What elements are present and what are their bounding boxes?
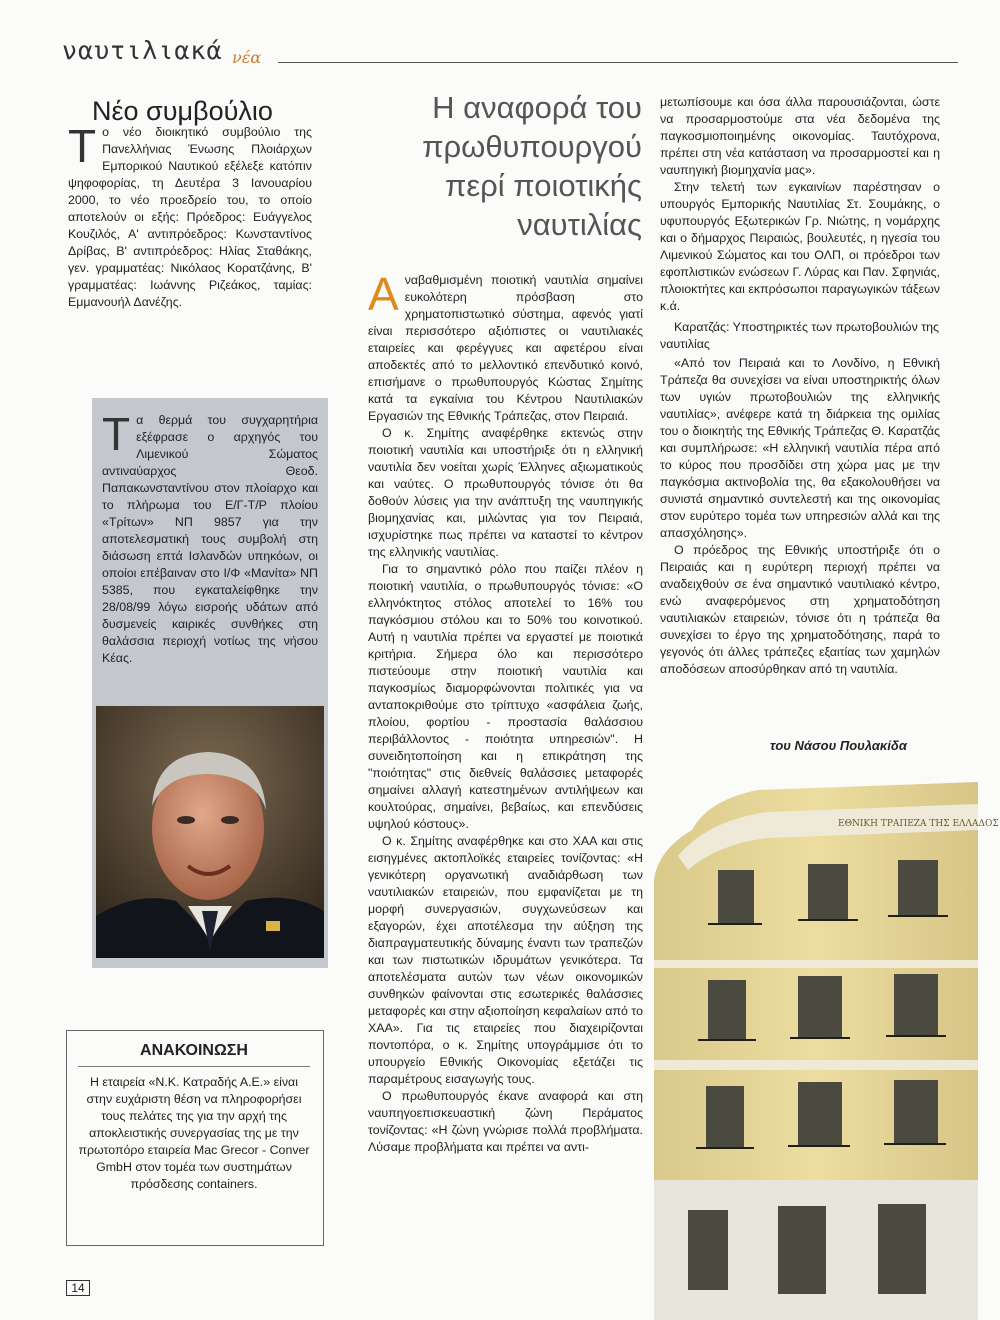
main-paragraph: μετωπίσουμε και όσα άλλα παρουσιάζονται, ώστε να προσαρμοστούμε στα νέα δεδομένα της παγκοσμιοποιημένης οικονομίας. Ταυτόχρονα, πρέπει στη νέα κατάσταση να προσαρμοστεί και η ναυπηγική βιομηχανία μας». [660, 95, 940, 177]
sidebar-article-body: α θερμά του συγχαρητήρια εξέφρασε ο αρχηγός του Λιμενικού Σώματος αντιναύαρχος Θεοδ. Παπακωνσταντίνου στον πλοίαρχο και το πλήρωμα του Ε/Γ-Τ/Ρ πλοίου «Τρίτων» ΝΠ 9857 για την αποτελεσματική τους συμβολή στη διάσωση επτά Ισλανδών υπηκόων, οι οποίοι επέβαιναν στο Ι/Φ «Μανίτα» ΝΠ 5385, που εγκαταλείφθηκε την 28/08/99 λόγω εισροής υδάτων από δυσμενείς καιρικές συνθήκες στη θαλάσσια περιοχή νοτίως της νήσου Κέας. [102, 413, 318, 665]
main-paragraph: Ο κ. Σημίτης αναφέρθηκε και στο ΧΑΑ και στις εισηγμένες ακτοπλοϊκές εταιρείες τονίζοντας: «Η γενικότερη οργανωτική αναδιάρθωση των ναυτιλιακών εταιρειών, που εμφανίζεται με τη μορφή συνεργασιών, συγχωνεύσεων και εξαγορών, έχει αποτέλεσμα την αύξηση της διαπραγματευτικής δύναμης έναντι των τραπεζών και των πιστωτικών ιδρυμάτων γενικότερα. Τα αποτελέσματα αυτών των νέων οικονομικών συνθηκών φαίνονται στις εσωτερικές θαλάσσιες μεταφορές και στην αξιοποίηση κεφαλαίων από το ΧΑΑ». Για τις εταιρείες που διαχειρίζονται ποντοπόρα, ο κ. Σημίτης υπογράμμισε ότι το υπουργείο Εθνικής Οικονομίας εξετάζει τις παραμέτρους εισαγωγής τους. [368, 834, 643, 1086]
main-paragraph: Στην τελετή των εγκαινίων παρέστησαν ο υπουργός Εμπορικής Ναυτιλίας Στ. Σουμάκης, ο υφυπουργός Εξωτερικών Γρ. Νιώτης, η νομάρχης και ο δήμαρχος Πειραιώς, βουλευτές, η ηγεσία του Λιμενικού Σώματος και του ΟΛΠ, οι πρόεδροι των εφοπλιστικών ενώσεων Γ. Λύρας και Παν. Σφηνιάς, πλοιοκτήτες και εκπρόσωποι παραγωγικών τάξεων κ.ά. [660, 180, 940, 313]
main-paragraph: Ο κ. Σημίτης αναφέρθηκε εκτενώς στην ποιοτική ναυτιλία και υποστήριξε ότι η ελληνική ναυτιλία δεν νοείται χωρίς Έλληνες αξιωματικούς και ναύτες. Ο πρωθυπουργός τόνισε ότι θα δοθούν λύσεις για την ανάπτυξη της ναυπηγικής βιομηχανίας και, μιλώντας για τον Πειραιά, ισχυρίστηκε πως πρέπει να καταστεί το κέντρον της ελληνικής ναυτιλίας. [368, 426, 643, 559]
left-article-title: Νέο συμβούλιο [92, 96, 273, 126]
magazine-brand: ναυτιλιακά [62, 36, 223, 65]
page-number: 14 [66, 1280, 90, 1296]
article-byline: του Νάσου Πουλακίδα [770, 738, 907, 753]
announcement-text [78, 1074, 310, 1193]
main-dropcap: Α [368, 268, 399, 320]
main-title-line: περί ποιοτικής [444, 168, 642, 203]
main-title-line: πρωθυπουργού [422, 129, 642, 164]
main-article-title [380, 88, 642, 244]
main-paragraph: Ο πρόεδρος της Εθνικής υποστήριξε ότι ο Πειραιάς και η ευρύτερη περιοχή πρέπει να αναδειχθούν σε ένα σημαντικό ναυτιλιακό κέντρο, ενώ αναφερόμενος στη χρηματοδότηση ναυτιλιακών εταιρειών, τόνισε ότι η τράπεζα θα συνεχίσει το έργο της χρηματοδότησης, παρά το γεγονός ότι άλλες τράπεζες εξαιτίας των χαμηλών αποδόσεων αποσύρθηκαν από τη ναυτιλία. [660, 543, 940, 676]
portrait-photo [96, 706, 324, 958]
main-article-column-2 [660, 94, 940, 678]
left-article-body: ο νέο διοικητικό συμβούλιο της Πανελλήνιας Ένωσης Πλοιάρχων Εμπορικού Ναυτικού εξέλεξε κατόπιν ψηφοφορίας, τη Δευτέρα 3 Ιανουαρίου 2000, το νέο προεδρείο του, το οποίο αποτελούν οι εξής: Πρόεδρος: Ευάγγελος Κουζιλός, Α' αντιπρόεδρος: Κωνσταντίνος Δρίβας, Β' αντιπρόεδρος: Ηλίας Σταθάκης, γεν. γραμματέας: Νικόλαος Κορατζάνης, Β' γραμματέας: Ιωάννης Ριζεάκος, ταμίας: Εμμανουήλ Δανέζης. [68, 125, 312, 309]
main-title-line: Η αναφορά του [432, 90, 642, 125]
main-paragraph: Για το σημαντικό ρόλο που παίζει πλέον η ποιοτική ναυτιλία, ο πρωθυπουργός τόνισε: «Ο ελληνόκτητος στόλος αποτελεί το 16% του παγκόσμιου στόλου και το 50% του κοινοτικού. Αυτή η ναυτιλία πρέπει να εργαστεί με ποιοτικά κριτήρια. Σήμερα όλο και περισσότερο πιστεύουμε στην ποιοτική ναυτιλία και παγκοσμίως διαμορφώνονται πολιτικές για να ανταποκριθούμε στο τρίπτυχο «ασφάλεια ζωής, πλοίου, φορτίου - προστασία θαλάσσιου περιβάλλοντος - ποιότητα υπηρεσιών". Η συνειδητοποίηση και η επικράτηση της "ποιότητας" στις διεθνείς θαλάσσιες μεταφορές σημαίνει αλλαγή κατεστημένων αντιλήψεων και κουλτούρας, σημαίνει, βεβαίως, και επενδύσεις υψηλού κόστους». [368, 562, 643, 831]
left-article [68, 120, 312, 311]
magazine-brand-sub: νέα [232, 48, 262, 67]
header-rule [278, 62, 958, 63]
announcement-rule [78, 1066, 310, 1067]
announcement-body: Η εταιρεία «Ν.Κ. Κατραδής Α.Ε.» είναι στην ευχάριστη θέση να πληροφορήσει τους πελάτες της για την αρχή της αποκλειστικής συνεργασίας της με την πρωτοπόρο εταιρεία Mac Grecor - Conver GmbH στον τομέα των συστημάτων πρόσδεσης containers. [78, 1075, 310, 1191]
bank-building-photo [648, 760, 999, 1320]
building-sign: ΕΘΝΙΚΗ ΤΡΑΠΕΖΑ ΤΗΣ ΕΛΛΑΔΟΣ [838, 819, 999, 829]
main-article-column-1 [368, 268, 643, 1156]
left-dropcap: Τ [68, 120, 97, 172]
sidebar-dropcap: Τ [102, 408, 131, 460]
main-paragraph: ναβαθμισμένη ποιοτική ναυτιλία σημαίνει ευκολότερη πρόσβαση στο χρηματοπιστωτικό σύστημα, αφενός γιατί είναι περισσότερο αξιόπιστες οι ναυτιλιακές εταιρείες και φερέγγυες και αφετέρου είναι αποδεκτές από το μελλοντικό επενδυτικό κοινό, επισήμανε ο πρωθυπουργός Κώστας Σημίτης κατά τα εγκαίνια του Κέντρου Ναυτιλιακών Εργασιών της Εθνικής Τράπεζας, στον Πειραιά. [368, 273, 643, 423]
sidebar-article [102, 408, 318, 667]
main-title-line: ναυτιλίας [517, 207, 642, 242]
article-subheading: Καρατζάς: Υποστηρικτές των πρωτοβουλιών της ναυτιλίας [660, 320, 939, 351]
announcement-title: ΑΝΑΚΟΙΝΩΣΗ [140, 1042, 248, 1059]
main-paragraph: «Από τον Πειραιά και το Λονδίνο, η Εθνική Τράπεζα θα συνεχίσει να είναι υποστηρικτής όλων των υγιών πρωτοβουλιών της ελληνικής ναυτιλίας», ανέφερε κατά τη διάρκεια της ομιλίας του ο διοικητής της Εθνικής Τράπεζας Θ. Καρατζάς και συμπλήρωσε: «Η ελληνική ναυτιλία πέρα από το κύρος που προσδίδει στη χώρα μας με την παγκόσμια ακτινοβολία της, θα εξακολουθήσει να συνιστά σημαντικό συντελεστή και της οικονομίας στον ευρύτερο τομέα των υπηρεσιών αλλά και της απασχόλησης». [660, 356, 940, 540]
main-paragraph: Ο πρωθυπουργός έκανε αναφορά και στη ναυπηγοεπισκευαστική ζώνη Περάματος τονίζοντας: «Η ζώνη γνώρισε πολλά προβλήματα. Λύσαμε προβλήματα και πρέπει να αντι- [368, 1089, 643, 1154]
